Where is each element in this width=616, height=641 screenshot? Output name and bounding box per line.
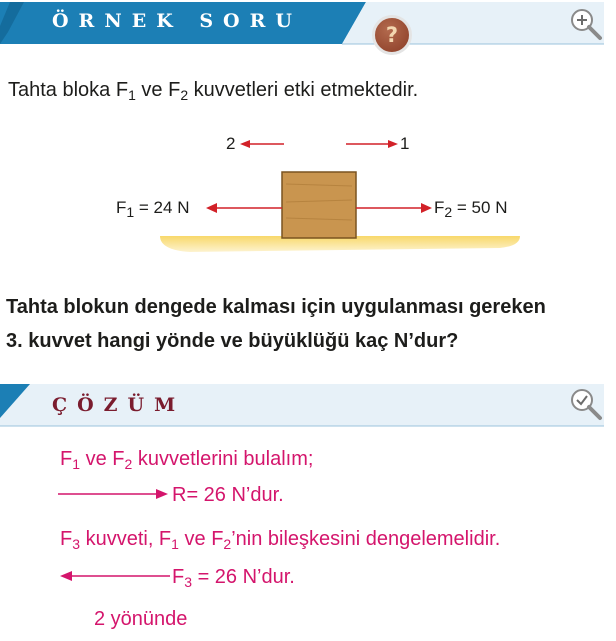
direction-answer: 2 yönünde [94,608,188,630]
f1-arrowhead [206,203,217,213]
direction-2-label: 2 [226,134,236,153]
solution-line-3: $F_3$ kuvveti, $F_1$ ve $F_2’nin$ bileşkesini dengelemelidir. [60,528,501,552]
f2-label: $F_2 = 50$ N [434,198,508,220]
question-badge: ? [372,15,412,55]
solution-banner-title: ÇÖZÜM [52,394,186,416]
problem-intro: Tahta bloka $F_1$ ve $F_2$ kuvvetleri etki etmektedir. [8,79,419,103]
zoom-in-icon[interactable] [568,6,604,42]
direction-1-label: 1 [400,134,410,153]
solution-line-1: $F_1$ ve $F_2$ kuvvetlerini bulalım; [60,448,314,472]
resultant-arrow [58,486,170,502]
example-banner [0,0,616,56]
direction-1-arrowhead [388,140,398,148]
f1-label: $F_1 = 24$ N [116,198,190,220]
direction-2-arrowhead [240,140,250,148]
example-banner-title: ÖRNEK SORU [52,10,302,32]
zoom-check-icon[interactable] [568,386,604,422]
solution-banner [0,384,616,432]
wooden-block [282,172,356,238]
force-diagram [100,128,540,258]
force-diagram-graphics [100,128,540,258]
f2-arrowhead [421,203,432,213]
question-line-1: Tahta blokun dengede kalması için uygulanması gereken [6,296,546,318]
f3-arrow [58,568,170,584]
f3-text: $F_3 = 26$ N’dur. [172,566,295,590]
resultant-text: R= 26 N’dur. [172,484,284,506]
question-line-2: 3. kuvvet hangi yönde ve büyüklüğü kaç N’dur? [6,330,459,352]
